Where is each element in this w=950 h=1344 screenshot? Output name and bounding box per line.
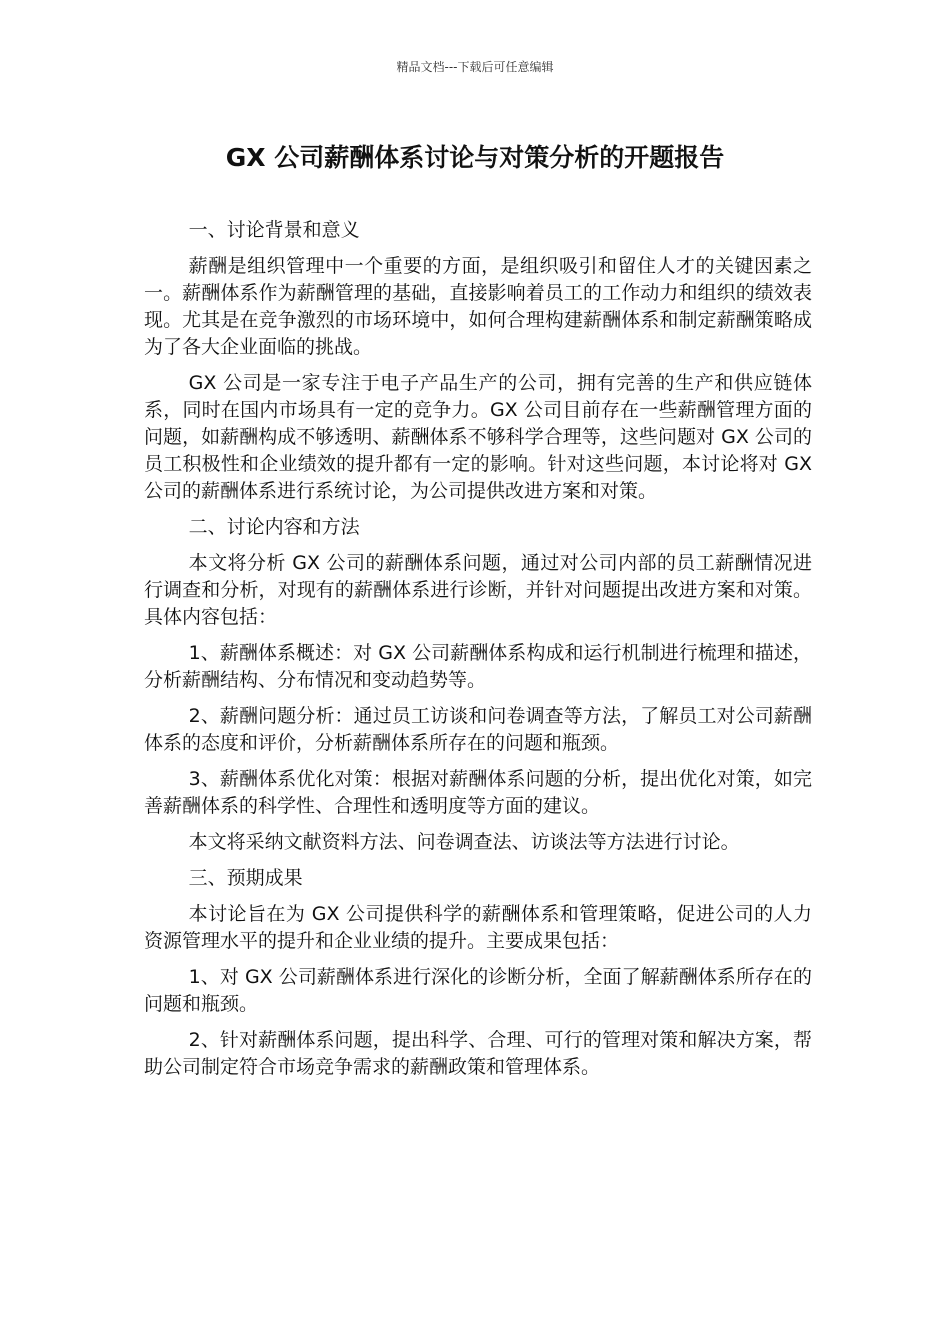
section-heading-content-method: 二、讨论内容和方法 [188, 516, 360, 538]
list-item-optimization: 3、薪酬体系优化对策：根据对薪酬体系问题的分析，提出优化对策，如完善薪酬体系的科学性、合理性和透明度等方面的建议。 [144, 768, 812, 817]
document-body [144, 217, 812, 1090]
paragraph-content-intro: 本文将分析 GX 公司的薪酬体系问题，通过对公司内部的员工薪酬情况进行调查和分析，对现有的薪酬体系进行诊断，并针对问题提出改进方案和对策。具体内容包括： [144, 552, 812, 628]
paragraph-background-2: GX 公司是一家专注于电子产品生产的公司，拥有完善的生产和供应链体系，同时在国内市场具有一定的竞争力。GX 公司目前存在一些薪酬管理方面的问题，如薪酬构成不够透明、薪酬体系不够科学合理等，这些问题对 GX 公司的员工积极性和企业绩效的提升都有一定的影响。针对这些问题，本讨论将对 GX 公司的薪酬体系进行系统讨论，为公司提供改进方案和对策。 [144, 372, 812, 502]
paragraph-results-intro: 本讨论旨在为 GX 公司提供科学的薪酬体系和管理策略，促进公司的人力资源管理水平的提升和企业业绩的提升。主要成果包括： [144, 903, 812, 952]
paragraph-methods: 本文将采纳文献资料方法、问卷调查法、访谈法等方法进行讨论。 [188, 831, 740, 853]
section-heading-background: 一、讨论背景和意义 [188, 219, 360, 241]
section-heading-expected-results: 三、预期成果 [188, 867, 303, 889]
paragraph-background-1: 薪酬是组织管理中一个重要的方面，是组织吸引和留住人才的关键因素之一。薪酬体系作为薪酬管理的基础，直接影响着员工的工作动力和组织的绩效表现。尤其是在竞争激烈的市场环境中，如何合理构建薪酬体系和制定薪酬策略成为了各大企业面临的挑战。 [144, 255, 812, 358]
list-item-overview: 1、薪酬体系概述：对 GX 公司薪酬体系构成和运行机制进行梳理和描述，分析薪酬结构、分布情况和变动趋势等。 [144, 642, 812, 691]
page-header: 精品文档---下载后可任意编辑 [396, 60, 554, 74]
document-title: GX 公司薪酬体系讨论与对策分析的开题报告 [225, 143, 725, 172]
list-item-problem-analysis: 2、薪酬问题分析：通过员工访谈和问卷调查等方法，了解员工对公司薪酬体系的态度和评价，分析薪酬体系所存在的问题和瓶颈。 [144, 705, 812, 754]
list-item-result-diagnosis: 1、对 GX 公司薪酬体系进行深化的诊断分析，全面了解薪酬体系所存在的问题和瓶颈。 [144, 966, 812, 1015]
list-item-result-countermeasures: 2、针对薪酬体系问题，提出科学、合理、可行的管理对策和解决方案，帮助公司制定符合市场竞争需求的薪酬政策和管理体系。 [144, 1029, 812, 1078]
